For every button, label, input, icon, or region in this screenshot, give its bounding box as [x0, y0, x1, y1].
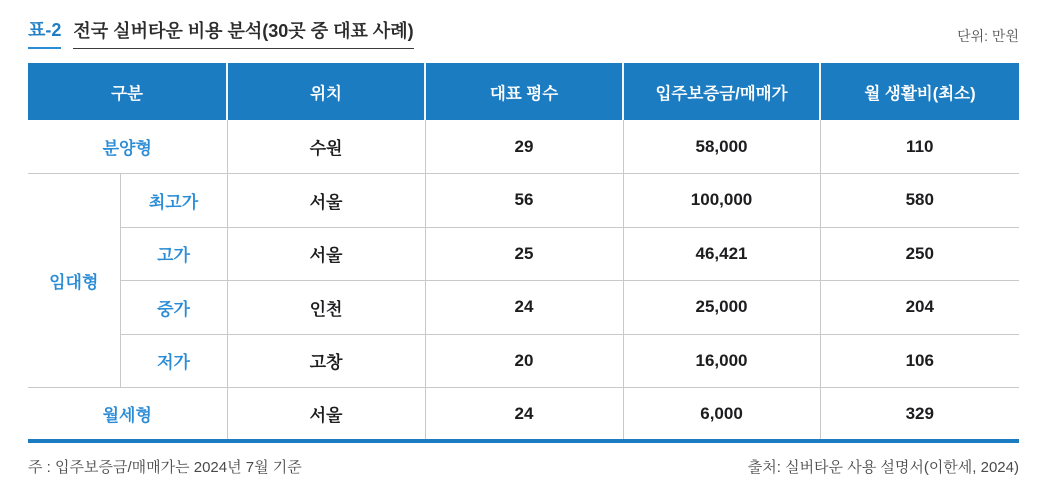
header-cell-deposit: 입주보증금/매매가	[623, 63, 820, 120]
size-cell: 56	[425, 174, 623, 228]
header-cell-monthly: 월 생활비(최소)	[820, 63, 1019, 120]
category-cell: 월세형	[28, 388, 227, 442]
table-row-imdae-top	[28, 174, 1019, 228]
monthly-cell: 204	[820, 281, 1019, 335]
subcategory-cell: 중가	[120, 281, 227, 335]
monthly-cell: 580	[820, 174, 1019, 228]
footer-notes	[28, 456, 1019, 477]
monthly-cell: 329	[820, 388, 1019, 442]
subcategory-cell: 저가	[120, 334, 227, 388]
header-cell-location: 위치	[227, 63, 425, 120]
location-cell: 인천	[227, 281, 425, 335]
table-row-imdae-low	[28, 334, 1019, 388]
deposit-cell: 46,421	[623, 227, 820, 281]
header-cell-size: 대표 평수	[425, 63, 623, 120]
location-cell: 서울	[227, 388, 425, 442]
table-row-imdae-high	[28, 227, 1019, 281]
table-row-wolse	[28, 388, 1019, 442]
deposit-cell: 6,000	[623, 388, 820, 442]
location-cell: 고창	[227, 334, 425, 388]
size-cell: 24	[425, 281, 623, 335]
size-cell: 20	[425, 334, 623, 388]
monthly-cell: 106	[820, 334, 1019, 388]
title-bar	[28, 16, 1019, 49]
subcategory-cell: 최고가	[120, 174, 227, 228]
deposit-cell: 100,000	[623, 174, 820, 228]
header-cell-category: 구분	[28, 63, 227, 120]
footnote: 주 : 입주보증금/매매가는 2024년 7월 기준	[28, 459, 302, 476]
table-header	[28, 63, 1019, 120]
source-note: 출처: 실버타운 사용 설명서(이한세, 2024)	[747, 459, 1019, 476]
subcategory-cell: 고가	[120, 227, 227, 281]
unit-note: 단위: 만원	[957, 28, 1019, 44]
location-cell: 서울	[227, 227, 425, 281]
category-cell: 임대형	[28, 174, 120, 388]
deposit-cell: 16,000	[623, 334, 820, 388]
page-title: 전국 실버타운 비용 분석(30곳 중 대표 사례)	[73, 17, 413, 49]
size-cell: 29	[425, 120, 623, 174]
monthly-cell: 250	[820, 227, 1019, 281]
monthly-cell: 110	[820, 120, 1019, 174]
table-row-imdae-mid	[28, 281, 1019, 335]
table-row-bunyang	[28, 120, 1019, 174]
size-cell: 24	[425, 388, 623, 442]
location-cell: 서울	[227, 174, 425, 228]
deposit-cell: 25,000	[623, 281, 820, 335]
size-cell: 25	[425, 227, 623, 281]
location-cell: 수원	[227, 120, 425, 174]
cost-table	[28, 63, 1019, 443]
deposit-cell: 58,000	[623, 120, 820, 174]
table-tag: 표-2	[28, 16, 61, 49]
category-cell: 분양형	[28, 120, 227, 174]
